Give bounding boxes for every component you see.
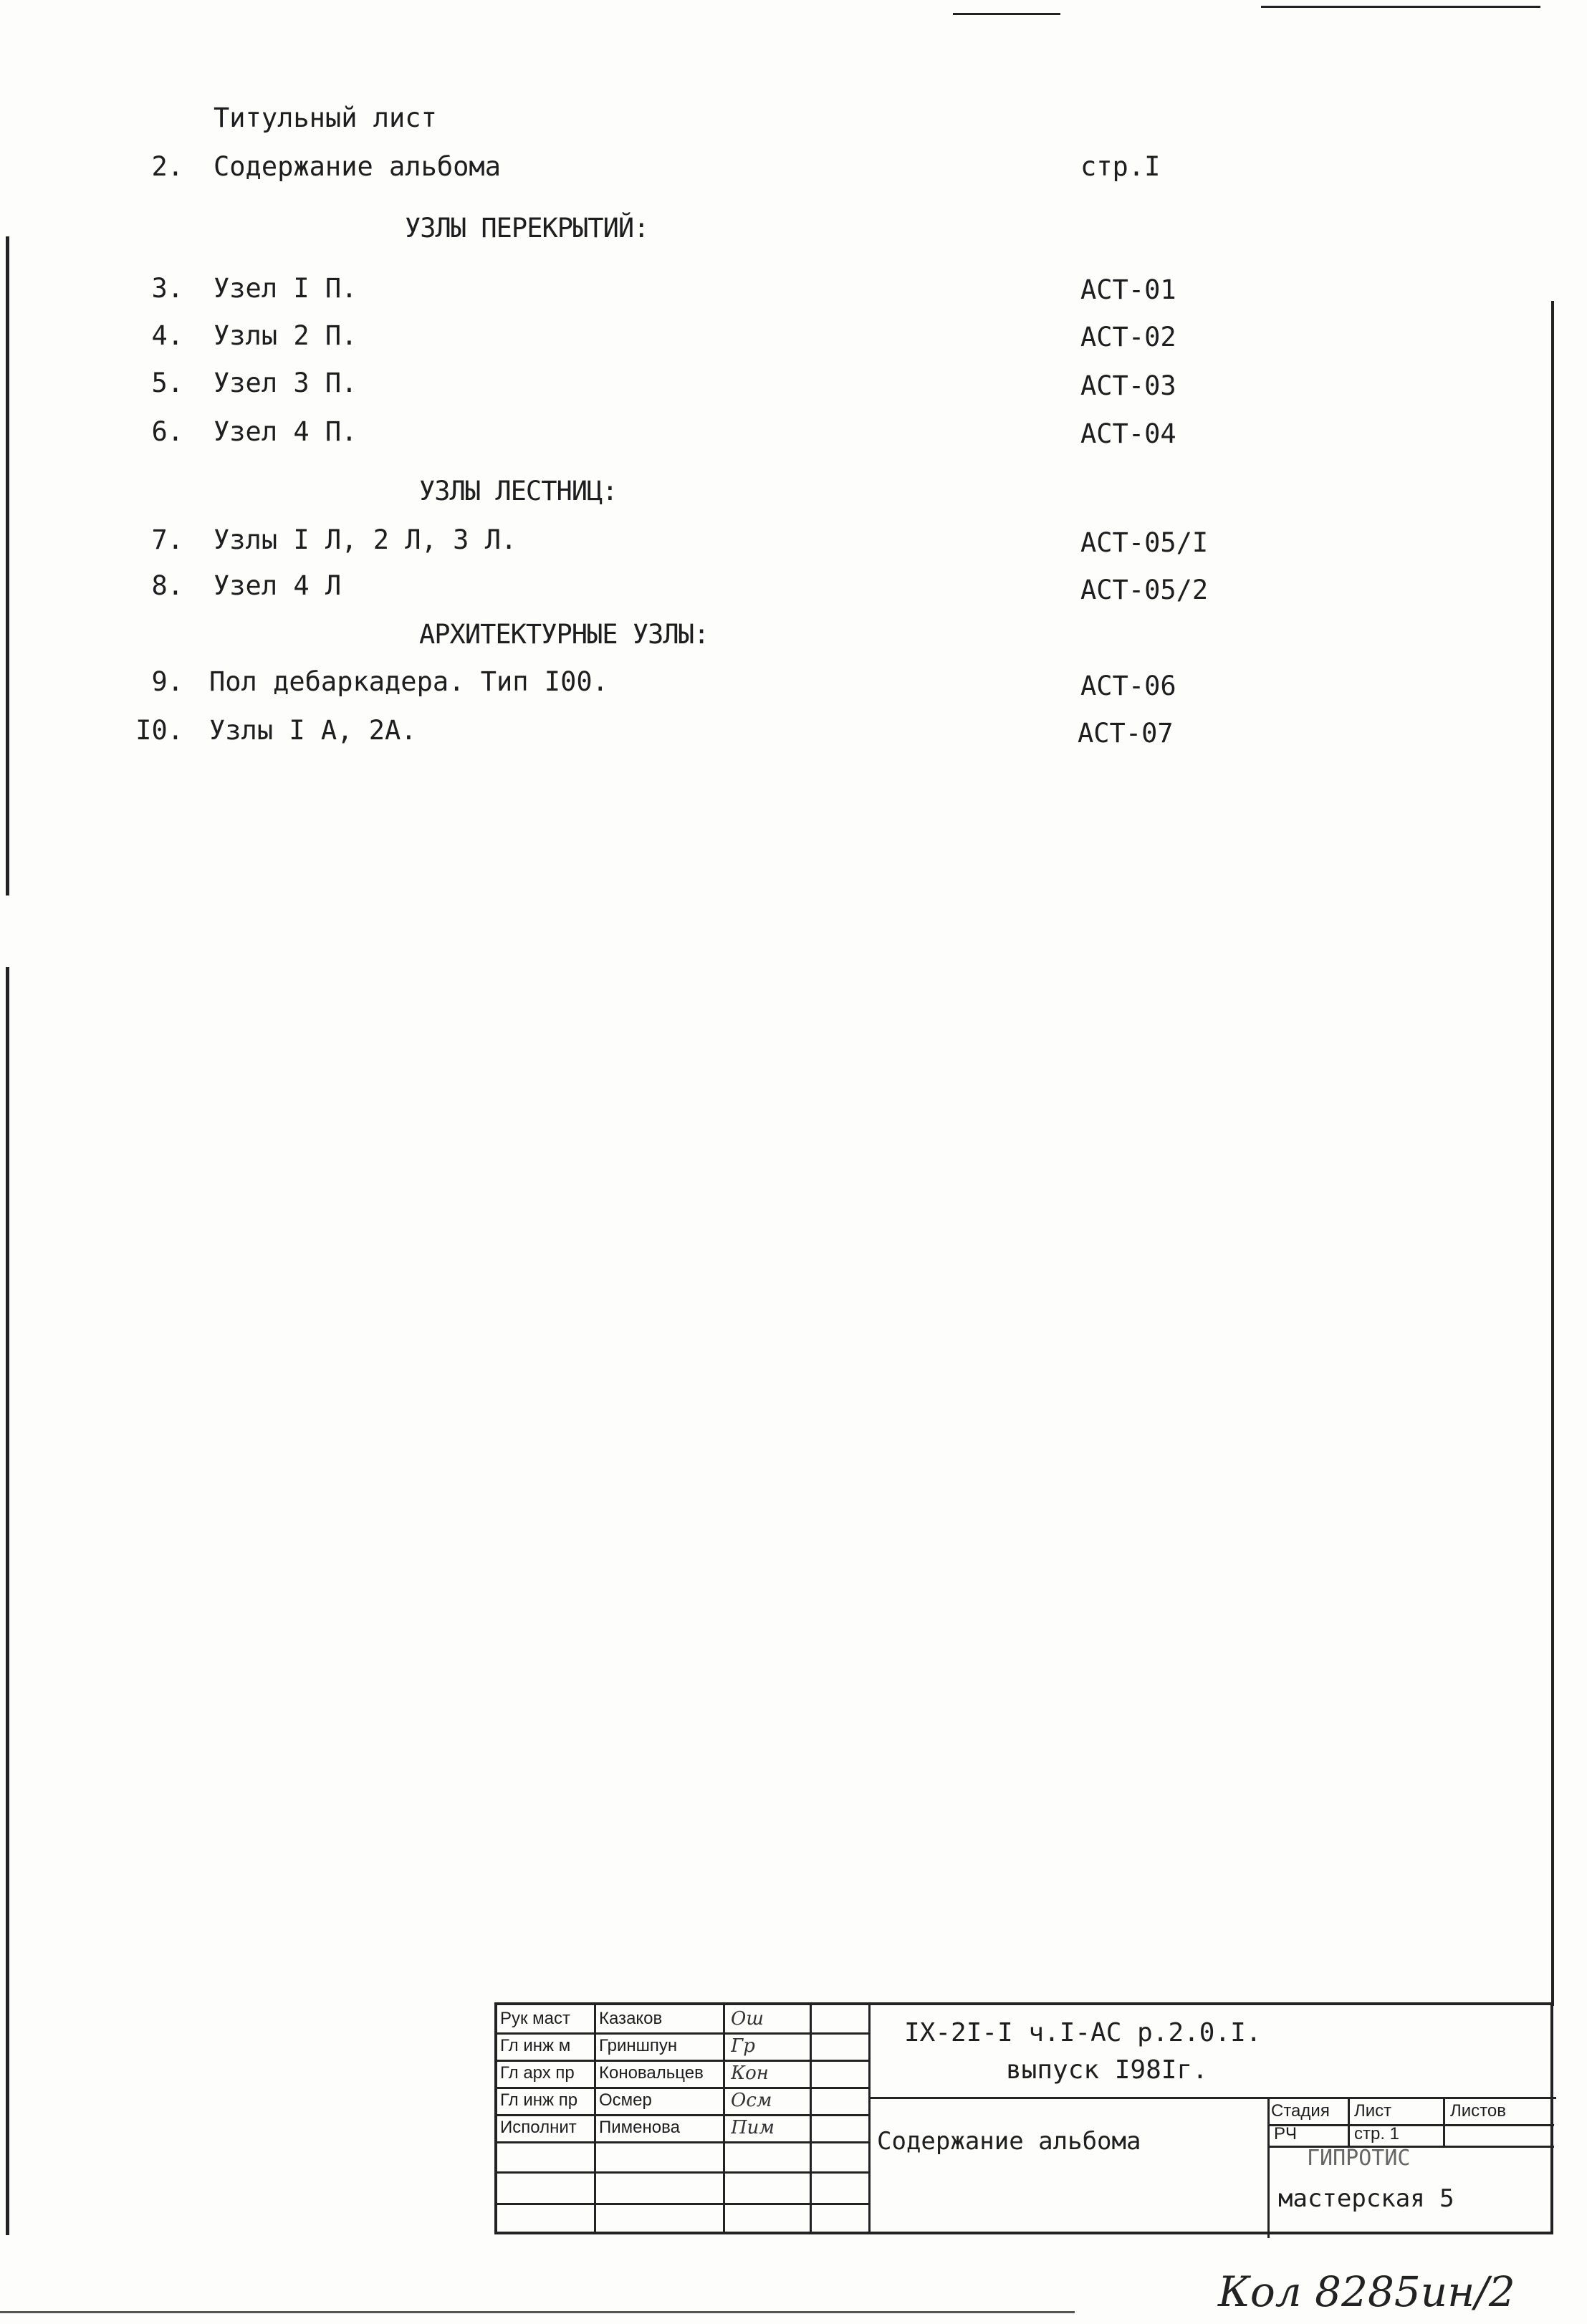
toc-item-code: АСТ-04 — [1080, 418, 1176, 449]
stamp-divider — [723, 2005, 725, 2234]
section-heading-architectural: АРХИТЕКТУРНЫЕ УЗЛЫ: — [419, 619, 709, 650]
section-heading-stairs: УЗЛЫ ЛЕСТНИЦ: — [419, 476, 618, 506]
toc-item-title: Пол дебаркадера. Тип I00. — [209, 666, 608, 697]
stamp-row-line — [497, 2141, 868, 2143]
name-cell: Казаков — [599, 2009, 663, 2028]
right-frame-line — [1551, 301, 1554, 2006]
stage-value: РЧ — [1274, 2124, 1298, 2143]
toc-item-title: Титульный лист — [214, 102, 437, 133]
toc-item-title: Содержание альбома — [214, 151, 501, 182]
stamp-row-line — [868, 2097, 1556, 2099]
stage-header: Стадия — [1271, 2101, 1330, 2121]
toc-item-number: 7. — [151, 524, 183, 555]
section-heading-floors: УЗЛЫ ПЕРЕКРЫТИЙ: — [405, 213, 649, 244]
toc-item-number: 8. — [151, 570, 183, 601]
role-cell: Исполнит — [500, 2118, 577, 2137]
toc-item-number: 4. — [151, 320, 183, 351]
role-cell: Рук маст — [500, 2009, 571, 2028]
sheets-header: Листов — [1450, 2101, 1506, 2121]
toc-item-code: АСТ-06 — [1080, 671, 1176, 701]
toc-item-title: Узлы 2 П. — [214, 320, 358, 351]
organization: ГИПРОТИС — [1307, 2146, 1411, 2171]
signature-cell: Осм — [731, 2090, 772, 2111]
stamp-row-line — [497, 2171, 868, 2174]
archive-note: Кол 8285ин/2 — [1218, 2267, 1515, 2316]
toc-item-number: 3. — [151, 273, 183, 304]
toc-item-code: стр.I — [1080, 151, 1161, 182]
sheet-value: стр. 1 — [1354, 2124, 1400, 2143]
toc-item-title: Узлы I А, 2А. — [209, 715, 417, 746]
toc-item-code: АСТ-03 — [1080, 370, 1176, 401]
name-cell: Гриншпун — [599, 2036, 678, 2055]
top-edge-line-1 — [953, 13, 1060, 15]
toc-item-number: 9. — [151, 666, 183, 697]
toc-item-title: Узел I П. — [214, 273, 358, 304]
top-edge-line-2 — [1261, 6, 1540, 8]
toc-item-code: АСТ-01 — [1080, 274, 1176, 305]
name-cell: Коновальцев — [599, 2063, 704, 2083]
stamp-divider — [810, 2005, 812, 2234]
signature-cell: Кон — [731, 2063, 769, 2084]
stamp-divider — [1267, 2098, 1270, 2238]
role-cell: Гл арх пр — [500, 2063, 575, 2083]
signature-cell: Ош — [731, 2008, 764, 2030]
sheet-header: Лист — [1354, 2101, 1392, 2121]
toc-item-code: АСТ-05/I — [1080, 527, 1209, 558]
toc-item-number: 6. — [151, 416, 183, 447]
toc-item-code: АСТ-05/2 — [1080, 575, 1209, 605]
issue-year: выпуск I98Iг. — [1006, 2055, 1208, 2085]
role-cell: Гл инж пр — [500, 2090, 578, 2110]
stamp-divider — [868, 2005, 871, 2234]
toc-item-code: АСТ-07 — [1078, 718, 1174, 749]
bottom-edge-line — [0, 2311, 1075, 2313]
workshop: мастерская 5 — [1278, 2184, 1454, 2213]
signature-cell: Пим — [731, 2117, 775, 2138]
sheet-title: Содержание альбома — [877, 2127, 1141, 2156]
signature-cell: Гр — [731, 2035, 755, 2057]
name-cell: Осмер — [599, 2090, 652, 2110]
toc-item-number: I0. — [135, 715, 183, 746]
stamp-divider — [1443, 2098, 1445, 2146]
document-code: IX-2I-I ч.I-АС р.2.0.I. — [904, 2018, 1262, 2047]
toc-item-code: АСТ-02 — [1080, 322, 1176, 352]
toc-item-number: 2. — [151, 151, 183, 182]
stamp-row-line — [1267, 2124, 1554, 2126]
toc-item-title: Узел 4 Л — [214, 570, 342, 601]
name-cell: Пименова — [599, 2118, 680, 2137]
title-block — [494, 2002, 1553, 2234]
toc-item-title: Узлы I Л, 2 Л, 3 Л. — [214, 524, 517, 555]
role-cell: Гл инж м — [500, 2036, 571, 2055]
stamp-divider — [1348, 2098, 1350, 2146]
stamp-row-line — [497, 2203, 868, 2205]
stamp-divider — [594, 2005, 596, 2234]
toc-item-number: 5. — [151, 368, 183, 398]
left-edge-line-2 — [6, 967, 9, 2235]
left-edge-line-1 — [6, 236, 9, 895]
toc-item-title: Узел 4 П. — [214, 416, 358, 447]
toc-item-title: Узел 3 П. — [214, 368, 358, 398]
